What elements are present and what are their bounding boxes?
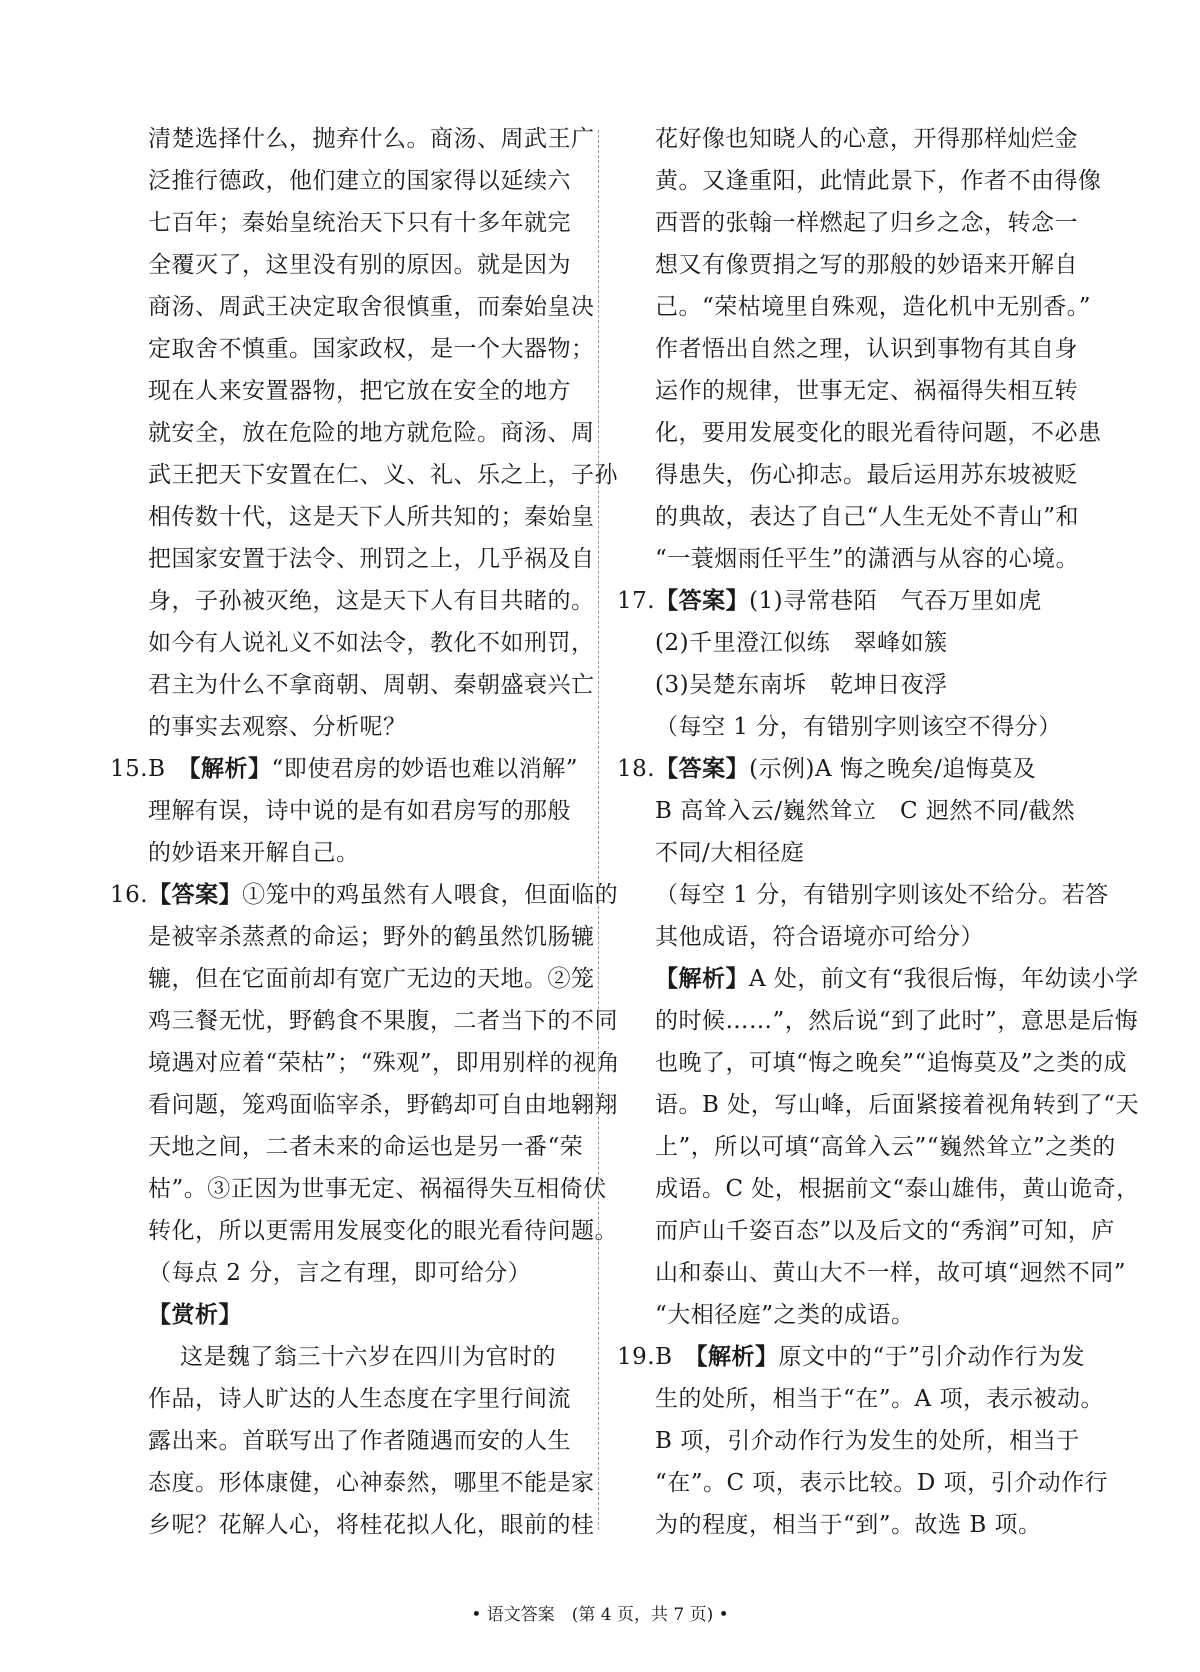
text-line — [617, 706, 1087, 748]
line-text: 露出来。首联写出了作者随遇而安的人生 — [148, 1428, 571, 1454]
line-text: “在”。C 项，表示比较。D 项，引介动作行 — [655, 1470, 1109, 1496]
line-text: B 项，引介动作行为发生的处所，相当于 — [655, 1428, 1080, 1454]
text-line — [617, 958, 1139, 1000]
line-text: 上”，所以可填“高耸入云”“巍然耸立”之类的 — [655, 1134, 1116, 1160]
text-line — [110, 496, 595, 538]
line-text: 作品，诗人旷达的人生态度在字里行间流 — [148, 1386, 571, 1412]
item-number: 15. — [110, 756, 149, 782]
label-bold: 【解析】 — [695, 1344, 779, 1370]
line-text: 而庐山千姿百态”以及后文的“秀润”可知，庐 — [655, 1218, 1115, 1244]
line-text: 泛推行德政，他们建立的国家得以延续六 — [148, 168, 571, 194]
line-text: 也晚了，可填“悔之晚矣”“追悔莫及”之类的成 — [655, 1050, 1128, 1076]
line-text: 运作的规律，世事无定、祸福得失相互转 — [655, 378, 1078, 404]
text-line — [617, 286, 1092, 328]
text-line — [617, 580, 1087, 622]
label-bold: 【答案】 — [655, 756, 750, 782]
text-line — [110, 454, 618, 496]
line-text: 全覆灭了，这里没有别的原因。就是因为 — [148, 252, 571, 278]
text-line — [617, 748, 1087, 790]
text-line — [617, 202, 1087, 244]
line-text: 不同/大相径庭 — [655, 840, 805, 866]
text-line — [617, 370, 1087, 412]
text-line — [617, 1042, 1128, 1084]
line-text: “即使君房的妙语也难以消解” — [271, 756, 579, 782]
text-line — [617, 1462, 1109, 1504]
text-line — [110, 370, 580, 412]
line-text: 黄。又逢重阳，此情此景下，作者不由得像 — [655, 168, 1102, 194]
line-text: (3)吴楚东南坼 乾坤日夜浮 — [655, 672, 948, 698]
line-text: 语。B 处，写山峰，后面紧接着视角转到了“天 — [655, 1092, 1139, 1118]
text-line — [110, 832, 580, 874]
text-line — [617, 1252, 1127, 1294]
line-text: 看问题，笼鸡面临宰杀，野鹤却可自由地翱翔 — [148, 1092, 618, 1118]
line-text: 花好像也知晓人的心意，开得那样灿烂金 — [655, 126, 1078, 152]
text-line — [110, 1462, 595, 1504]
text-line — [617, 790, 1087, 832]
line-text: 山和泰山、黄山大不一样，故可填“迥然不同” — [655, 1260, 1127, 1286]
text-line — [617, 1294, 1087, 1336]
label-bold: 【解析】 — [655, 966, 749, 992]
text-line — [617, 1420, 1087, 1462]
text-line — [110, 538, 595, 580]
text-line — [617, 160, 1102, 202]
text-line — [617, 1084, 1139, 1126]
line-text: B 高耸入云/巍然耸立 C 迥然不同/截然 — [655, 798, 1076, 824]
line-text: 天地之间，二者未来的命运也是另一番“荣 — [148, 1134, 584, 1160]
text-line — [110, 1294, 580, 1336]
line-text: 西晋的张翰一样燃起了归乡之念，转念一 — [655, 210, 1078, 236]
label-bold: 【解析】 — [188, 756, 272, 782]
text-line — [110, 286, 595, 328]
line-text: 境遇对应着“荣枯”；“殊观”，即用别样的视角 — [148, 1050, 621, 1076]
line-text: 其他成语，符合语境亦可给分） — [655, 924, 984, 950]
line-text: 为的程度，相当于“到”。故选 B 项。 — [655, 1512, 1042, 1538]
text-line — [110, 748, 580, 790]
line-text: （每点 2 分，言之有理，即可给分） — [148, 1260, 532, 1286]
line-text: 理解有误，诗中说的是有如君房写的那般 — [148, 798, 571, 824]
line-text: 生的处所，相当于“在”。A 项，表示被动。 — [655, 1386, 1104, 1412]
line-text: 相传数十代，这是天下人所共知的；秦始皇 — [148, 504, 595, 530]
line-text: 现在人来安置器物，把它放在安全的地方 — [148, 378, 571, 404]
label-bold: 【赏析】 — [148, 1302, 242, 1328]
text-line — [110, 874, 619, 916]
line-text: 的事实去观察、分析呢？ — [148, 714, 407, 740]
text-line — [110, 580, 595, 622]
line-text: 得患失，伤心抑志。最后运用苏东坡被贬 — [655, 462, 1078, 488]
line-text: 清楚选择什么，抛弃什么。商汤、周武王广 — [148, 126, 595, 152]
line-text: 枯”。③正因为世事无定、祸福得失互相倚伏 — [148, 1176, 607, 1202]
text-line — [617, 538, 1087, 580]
line-text: A 处，前文有“我很后悔，年幼读小学 — [749, 966, 1139, 992]
text-line — [110, 1084, 618, 1126]
text-line — [617, 1168, 1140, 1210]
text-line — [617, 454, 1087, 496]
line-text: 原文中的“于”引介动作行为发 — [778, 1344, 1086, 1370]
text-line — [617, 832, 1087, 874]
line-text: 君主为什么不拿商朝、周朝、秦朝盛衰兴亡 — [148, 672, 595, 698]
line-text: （每空 1 分，有错别字则该空不得分） — [655, 714, 1062, 740]
line-text: 七百年；秦始皇统治天下只有十多年就完 — [148, 210, 571, 236]
line-text: 化，要用发展变化的眼光看待问题，不必患 — [655, 420, 1102, 446]
line-text: 的妙语来开解自己。 — [148, 840, 360, 866]
text-line — [617, 1126, 1116, 1168]
line-text: 乡呢？花解人心，将桂花拟人化，眼前的桂 — [148, 1512, 595, 1538]
text-line — [110, 916, 595, 958]
text-line — [617, 622, 1087, 664]
text-line — [617, 496, 1087, 538]
text-line — [110, 706, 580, 748]
text-line — [110, 790, 580, 832]
text-line — [617, 664, 1087, 706]
item-number: 18. — [617, 756, 656, 782]
item-number: 19. — [617, 1344, 656, 1370]
line-text: 转化，所以更需用发展变化的眼光看待问题。 — [148, 1218, 618, 1244]
text-line — [110, 1378, 580, 1420]
text-line — [617, 1504, 1087, 1546]
text-line — [617, 1000, 1139, 1042]
text-line — [110, 244, 580, 286]
label-bold: 【答案】 — [655, 588, 750, 614]
text-line — [110, 328, 595, 370]
column-divider — [598, 130, 599, 1530]
text-line — [617, 1210, 1115, 1252]
text-line — [110, 118, 595, 160]
line-text: 身，子孙被灭绝，这是天下人有目共睹的。 — [148, 588, 595, 614]
line-text: 的典故，表达了自己“人生无处不青山”和 — [655, 504, 1080, 530]
text-line — [617, 244, 1087, 286]
text-line — [110, 664, 595, 706]
line-text: “大相径庭”之类的成语。 — [655, 1302, 915, 1328]
text-line — [110, 622, 595, 664]
text-line — [617, 118, 1087, 160]
text-line — [110, 1504, 595, 1546]
line-text: “一蓑烟雨任平生”的潇洒与从容的心境。 — [655, 546, 1080, 572]
line-text: 是被宰杀蒸煮的命运；野外的鹤虽然饥肠辘 — [148, 924, 595, 950]
text-line — [110, 1420, 580, 1462]
text-line — [110, 1336, 580, 1378]
text-line — [110, 1000, 618, 1042]
line-text: 成语。C 处，根据前文“泰山雄伟，黄山诡奇， — [655, 1176, 1140, 1202]
line-text: ①笼中的鸡虽然有人喂食，但面临的 — [242, 882, 619, 908]
line-text: 把国家安置于法令、刑罚之上，几乎祸及自 — [148, 546, 595, 572]
line-text: 这是魏了翁三十六岁在四川为官时的 — [180, 1344, 556, 1370]
line-text: B — [655, 1344, 696, 1370]
line-text: 就安全，放在危险的地方就危险。商汤、周 — [148, 420, 595, 446]
line-text: 武王把天下安置在仁、义、礼、乐之上，子孙 — [148, 462, 618, 488]
text-line — [110, 202, 580, 244]
text-line — [110, 412, 595, 454]
line-text: 鸡三餐无忧，野鹤食不果腹，二者当下的不同 — [148, 1008, 618, 1034]
line-text: B — [148, 756, 189, 782]
line-text: 态度。形体康健，心神泰然，哪里不能是家 — [148, 1470, 595, 1496]
line-text: (1)寻常巷陌 气吞万里如虎 — [749, 588, 1042, 614]
item-number: 17. — [617, 588, 656, 614]
left-column — [110, 118, 621, 1546]
text-line — [110, 1042, 621, 1084]
page-footer: • 语文答案 (第 4 页，共 7 页) • — [471, 1605, 729, 1625]
line-text: （每空 1 分，有错别字则该处不给分。若答 — [655, 882, 1109, 908]
text-line — [110, 160, 580, 202]
text-line — [110, 1126, 584, 1168]
text-line — [110, 958, 595, 1000]
text-line — [617, 328, 1087, 370]
text-line — [617, 412, 1102, 454]
line-text: 的时候……”，然后说“到了此时”，意思是后悔 — [655, 1008, 1139, 1034]
text-line — [617, 1336, 1087, 1378]
item-number: 16. — [110, 882, 149, 908]
text-line — [617, 916, 1087, 958]
line-text: (示例)A 悔之晚矣/追悔莫及 — [749, 756, 1037, 782]
line-text: 己。“荣枯境里自殊观，造化机中无别香。” — [655, 294, 1092, 320]
right-column — [617, 118, 1140, 1546]
line-text: 想又有像贾捐之写的那般的妙语来开解自 — [655, 252, 1078, 278]
line-text: 作者悟出自然之理，认识到事物有其自身 — [655, 336, 1078, 362]
line-text: 辘，但在它面前却有宽广无边的天地。②笼 — [148, 966, 595, 992]
text-line — [617, 1378, 1104, 1420]
line-text: (2)千里澄江似练 翠峰如簇 — [655, 630, 948, 656]
line-text: 商汤、周武王决定取舍很慎重，而秦始皇决 — [148, 294, 595, 320]
text-line — [110, 1252, 580, 1294]
label-bold: 【答案】 — [148, 882, 243, 908]
line-text: 定取舍不慎重。国家政权，是一个大器物； — [148, 336, 595, 362]
text-line — [110, 1210, 618, 1252]
text-line — [617, 874, 1109, 916]
text-line — [110, 1168, 607, 1210]
line-text: 如今有人说礼义不如法令，教化不如刑罚， — [148, 630, 595, 656]
